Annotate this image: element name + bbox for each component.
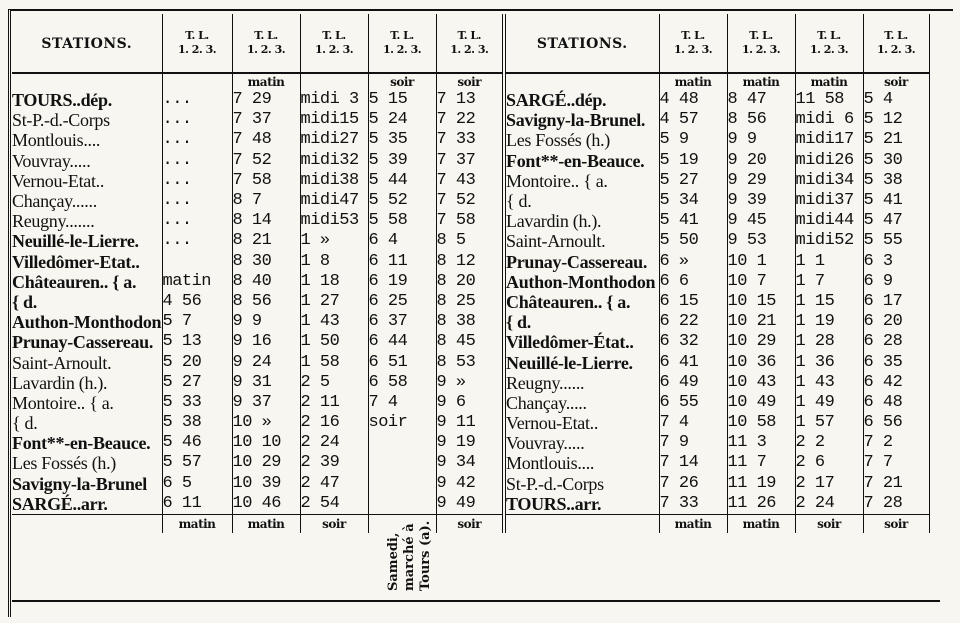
time-cell: ...	[162, 110, 232, 130]
time-cell: 1 43	[300, 312, 368, 332]
footer-label: matin	[659, 514, 727, 533]
time-cell: 5 34	[659, 191, 727, 211]
class-header: T. L. 1. 2. 3.	[795, 14, 863, 73]
time-cell: 8 45	[436, 332, 504, 352]
time-cell: 2 47	[300, 474, 368, 494]
time-cell: midi 3	[300, 90, 368, 110]
time-cell: midi27	[300, 130, 368, 150]
time-cell: 6 35	[863, 352, 929, 372]
time-cell: 6 48	[863, 393, 929, 413]
time-cell: 5 35	[368, 130, 436, 150]
time-cell: 11 7	[727, 453, 795, 473]
header-row	[12, 14, 929, 73]
time-cell: 9 49	[436, 494, 504, 515]
time-cell: 7 37	[232, 110, 300, 130]
footer-label: soir	[863, 514, 929, 533]
time-cell	[162, 252, 232, 272]
time-cell: 9 »	[436, 373, 504, 393]
station-name: Savigny-la-Brunel	[12, 474, 162, 494]
time-cell: 5 57	[162, 453, 232, 473]
time-cell: 7 33	[436, 130, 504, 150]
time-cell: 7 29	[232, 90, 300, 110]
time-cell: 8 40	[232, 272, 300, 292]
table-row	[12, 474, 929, 494]
time-cell: 5 55	[863, 231, 929, 251]
station-name: SARGÉ..dép.	[504, 90, 659, 110]
time-cell: 5 47	[863, 211, 929, 231]
time-cell: 7 52	[436, 191, 504, 211]
time-cell: 5 50	[659, 231, 727, 251]
time-cell: 6 51	[368, 352, 436, 372]
time-cell: 1 18	[300, 272, 368, 292]
time-cell: 2 2	[795, 433, 863, 453]
time-cell: 1 58	[300, 352, 368, 372]
time-cell: 6 4	[368, 231, 436, 251]
time-cell: 5 44	[368, 171, 436, 191]
time-cell: 10 43	[727, 373, 795, 393]
time-cell: midi47	[300, 191, 368, 211]
time-cell: 7 14	[659, 453, 727, 473]
time-cell: 1 27	[300, 292, 368, 312]
time-cell: 6 32	[659, 332, 727, 352]
time-cell: 5 41	[863, 191, 929, 211]
time-cell: 5 46	[162, 433, 232, 453]
station-name: Neuillé-le-Lierre.	[504, 352, 659, 372]
time-cell: 10 29	[727, 332, 795, 352]
time-cell: 8 20	[436, 272, 504, 292]
time-cell: 8 30	[232, 252, 300, 272]
time-cell: 6 49	[659, 373, 727, 393]
time-cell: 5 4	[863, 90, 929, 110]
table-row	[12, 494, 929, 515]
time-cell: 4 57	[659, 110, 727, 130]
time-cell: 2 24	[795, 494, 863, 515]
footer-label: soir	[300, 514, 368, 533]
time-cell: ...	[162, 231, 232, 251]
time-cell: 10 21	[727, 312, 795, 332]
table-row	[12, 393, 929, 413]
saturday-market-note: Samedi, marché à Tours (a).	[386, 520, 433, 591]
table-row	[12, 413, 929, 433]
time-cell: 2 54	[300, 494, 368, 515]
time-cell: 2 11	[300, 393, 368, 413]
period-label: matin	[795, 73, 863, 90]
time-cell: 5 33	[162, 393, 232, 413]
time-cell: midi15	[300, 110, 368, 130]
time-cell: 6 58	[368, 373, 436, 393]
station-name: Vouvray.....	[12, 151, 162, 171]
time-cell: 10 1	[727, 252, 795, 272]
time-cell: 10 »	[232, 413, 300, 433]
time-cell: 11 19	[727, 474, 795, 494]
time-cell: 9 16	[232, 332, 300, 352]
time-cell: 9 9	[232, 312, 300, 332]
time-cell: 1 8	[300, 252, 368, 272]
time-cell: 6 28	[863, 332, 929, 352]
time-cell: 5 58	[368, 211, 436, 231]
time-cell: ...	[162, 151, 232, 171]
station-name: Montoire.. { a.	[12, 393, 162, 413]
time-cell: 6 11	[162, 494, 232, 515]
time-cell: 9 11	[436, 413, 504, 433]
time-cell: soir	[368, 413, 436, 433]
station-name: Reugny......	[504, 373, 659, 393]
time-cell: 10 39	[232, 474, 300, 494]
time-cell: 5 38	[863, 171, 929, 191]
time-cell: 7 26	[659, 474, 727, 494]
station-name: Chançay.....	[504, 393, 659, 413]
footer-label: matin	[162, 514, 232, 533]
period-label: soir	[436, 73, 504, 90]
time-cell: midi17	[795, 130, 863, 150]
station-name: Vouvray.....	[504, 433, 659, 453]
time-cell: 5 13	[162, 332, 232, 352]
station-name: Font**-en-Beauce.	[504, 151, 659, 171]
time-cell: midi44	[795, 211, 863, 231]
time-cell: 5 7	[162, 312, 232, 332]
station-name: Montoire.. { a.	[504, 171, 659, 191]
time-cell: 6 19	[368, 272, 436, 292]
station-name: Châteauren.. { a.	[504, 292, 659, 312]
station-name: Authon-Monthodon	[12, 312, 162, 333]
table-row	[12, 433, 929, 453]
time-cell: 9 6	[436, 393, 504, 413]
station-name: Les Fossés (h.)	[12, 453, 162, 473]
station-name: TOURS..dép.	[12, 90, 162, 110]
time-cell: 7 48	[232, 130, 300, 150]
period-label: matin	[727, 73, 795, 90]
time-cell: ...	[162, 191, 232, 211]
time-cell: ...	[162, 171, 232, 191]
station-name: TOURS..arr.	[504, 494, 659, 515]
time-cell: 2 39	[300, 453, 368, 473]
time-cell: 7 4	[659, 413, 727, 433]
class-header: T. L. 1. 2. 3.	[300, 14, 368, 73]
time-cell: 8 56	[727, 110, 795, 130]
period-label: matin	[659, 73, 727, 90]
time-cell: 10 36	[727, 352, 795, 372]
table-row	[12, 110, 929, 130]
time-cell: 6 »	[659, 252, 727, 272]
station-name: Les Fossés (h.)	[504, 130, 659, 150]
table-row	[12, 373, 929, 393]
time-cell: 9 24	[232, 352, 300, 372]
time-cell: 5 24	[368, 110, 436, 130]
time-cell: 6 5	[162, 474, 232, 494]
station-name: Savigny-la-Brunel.	[504, 110, 659, 130]
time-cell: 6 3	[863, 252, 929, 272]
station-name: Saint-Arnoult.	[504, 231, 659, 251]
table-row	[12, 130, 929, 150]
time-cell: 4 56	[162, 292, 232, 312]
time-cell: 10 49	[727, 393, 795, 413]
time-cell: 9 39	[727, 191, 795, 211]
footer-label: matin	[727, 514, 795, 533]
table-row	[12, 191, 929, 211]
time-cell: 11 26	[727, 494, 795, 515]
station-name: { d.	[12, 413, 162, 433]
class-header: T. L. 1. 2. 3.	[659, 14, 727, 73]
time-cell: 1 »	[300, 231, 368, 251]
station-name: St-P.-d.-Corps	[504, 474, 659, 494]
time-cell: 1 43	[795, 373, 863, 393]
time-cell: 2 17	[795, 474, 863, 494]
time-cell: 7 33	[659, 494, 727, 515]
time-cell: 8 14	[232, 211, 300, 231]
time-cell: 9 34	[436, 453, 504, 473]
time-cell: 11 58	[795, 90, 863, 110]
time-cell: 5 27	[659, 171, 727, 191]
time-cell: 5 52	[368, 191, 436, 211]
time-cell: 5 38	[162, 413, 232, 433]
time-cell: 7 28	[863, 494, 929, 515]
station-name: Vernou-Etat..	[12, 171, 162, 191]
time-cell: 8 7	[232, 191, 300, 211]
time-cell: 6 9	[863, 272, 929, 292]
time-cell: 8 38	[436, 312, 504, 332]
time-cell: 1 50	[300, 332, 368, 352]
time-cell: 7 7	[863, 453, 929, 473]
table-row	[12, 292, 929, 312]
bottom-rule	[12, 600, 940, 602]
time-cell: midi26	[795, 151, 863, 171]
station-name: Villedômer-Etat..	[12, 252, 162, 272]
time-cell: 10 15	[727, 292, 795, 312]
station-name: Châteauren.. { a.	[12, 272, 162, 292]
timetable	[12, 14, 930, 533]
time-cell: 1 57	[795, 413, 863, 433]
time-cell: 1 1	[795, 252, 863, 272]
class-header: T. L. 1. 2. 3.	[436, 14, 504, 73]
period-row	[12, 73, 929, 90]
time-cell: midi38	[300, 171, 368, 191]
station-name: { d.	[504, 191, 659, 211]
time-cell: 10 10	[232, 433, 300, 453]
time-cell: 6 20	[863, 312, 929, 332]
time-cell: 6 17	[863, 292, 929, 312]
table-row	[12, 352, 929, 372]
time-cell: 6 56	[863, 413, 929, 433]
time-cell: 8 25	[436, 292, 504, 312]
station-name: Lavardin (h.).	[504, 211, 659, 231]
time-cell: midi52	[795, 231, 863, 251]
stations-header-left: STATIONS.	[41, 35, 133, 52]
time-cell: ...	[162, 90, 232, 110]
time-cell: 7 58	[436, 211, 504, 231]
station-name: Prunay-Cassereau.	[12, 332, 162, 352]
station-name: Montlouis....	[12, 130, 162, 150]
table-row	[12, 312, 929, 332]
time-cell: 10 58	[727, 413, 795, 433]
stations-header-right: STATIONS.	[536, 35, 628, 52]
time-cell: 6 37	[368, 312, 436, 332]
time-cell	[368, 474, 436, 494]
table-row	[12, 171, 929, 191]
time-cell: 5 19	[659, 151, 727, 171]
period-label: soir	[368, 73, 436, 90]
time-cell: 5 39	[368, 151, 436, 171]
table-row	[12, 252, 929, 272]
time-cell: 8 56	[232, 292, 300, 312]
footer-row	[12, 514, 929, 533]
time-cell: 9 37	[232, 393, 300, 413]
time-cell: 2 16	[300, 413, 368, 433]
time-cell: 6 25	[368, 292, 436, 312]
time-cell: 5 15	[368, 90, 436, 110]
time-cell: 2 6	[795, 453, 863, 473]
time-cell: 1 19	[795, 312, 863, 332]
time-cell: 7 9	[659, 433, 727, 453]
station-name: { d.	[12, 292, 162, 312]
time-cell: 6 22	[659, 312, 727, 332]
time-cell: 5 30	[863, 151, 929, 171]
footer-label: soir	[436, 514, 504, 533]
time-cell: 9 31	[232, 373, 300, 393]
table-row	[12, 332, 929, 352]
time-cell: 8 12	[436, 252, 504, 272]
time-cell: 5 12	[863, 110, 929, 130]
time-cell: 8 53	[436, 352, 504, 372]
time-cell: 9 29	[727, 171, 795, 191]
station-name: Reugny.......	[12, 211, 162, 231]
time-cell: midi 6	[795, 110, 863, 130]
station-name: Vernou-Etat..	[504, 413, 659, 433]
time-cell: 7 2	[863, 433, 929, 453]
time-cell: 6 42	[863, 373, 929, 393]
time-cell: 1 36	[795, 352, 863, 372]
period-label: soir	[863, 73, 929, 90]
station-name: Neuillé-le-Lierre.	[12, 231, 162, 251]
station-name: Montlouis....	[504, 453, 659, 473]
time-cell: 7 22	[436, 110, 504, 130]
class-header: T. L. 1. 2. 3.	[863, 14, 929, 73]
time-cell: 7 43	[436, 171, 504, 191]
station-name: { d.	[504, 312, 659, 332]
time-cell: 7 37	[436, 151, 504, 171]
time-cell: 1 7	[795, 272, 863, 292]
station-name: Saint-Arnoult.	[12, 352, 162, 372]
time-cell: 5 21	[863, 130, 929, 150]
time-cell: ...	[162, 130, 232, 150]
time-cell	[368, 453, 436, 473]
station-name: Authon-Monthodon	[504, 272, 659, 292]
time-cell: 1 28	[795, 332, 863, 352]
class-header: T. L. 1. 2. 3.	[368, 14, 436, 73]
class-header: T. L. 1. 2. 3.	[727, 14, 795, 73]
time-cell: 10 29	[232, 453, 300, 473]
time-cell: 6 15	[659, 292, 727, 312]
time-cell: 6 11	[368, 252, 436, 272]
time-cell: 5 9	[659, 130, 727, 150]
station-name: Villedômer-État..	[504, 332, 659, 352]
time-cell: 2 24	[300, 433, 368, 453]
time-cell: 5 20	[162, 352, 232, 372]
station-name: Font**-en-Beauce.	[12, 433, 162, 453]
time-cell: 8 21	[232, 231, 300, 251]
time-cell: midi37	[795, 191, 863, 211]
time-cell: ...	[162, 211, 232, 231]
time-cell	[368, 433, 436, 453]
time-cell: matin	[162, 272, 232, 292]
time-cell: 1 15	[795, 292, 863, 312]
table-row	[12, 151, 929, 171]
time-cell: midi32	[300, 151, 368, 171]
time-cell: 6 41	[659, 352, 727, 372]
time-cell: 6 55	[659, 393, 727, 413]
time-cell: 9 42	[436, 474, 504, 494]
time-cell: 7 52	[232, 151, 300, 171]
time-cell: 8 47	[727, 90, 795, 110]
class-header: T. L. 1. 2. 3.	[162, 14, 232, 73]
table-row	[12, 211, 929, 231]
time-cell: 7 21	[863, 474, 929, 494]
time-cell: 5 27	[162, 373, 232, 393]
time-cell: 9 45	[727, 211, 795, 231]
time-cell: 6 44	[368, 332, 436, 352]
station-name: SARGÉ..arr.	[12, 494, 162, 515]
time-cell: 7 4	[368, 393, 436, 413]
time-cell: 10 7	[727, 272, 795, 292]
table-row	[12, 453, 929, 473]
time-cell: midi53	[300, 211, 368, 231]
time-cell: 8 5	[436, 231, 504, 251]
table-row	[12, 272, 929, 292]
table-row	[12, 231, 929, 251]
time-cell: 7 58	[232, 171, 300, 191]
period-label: matin	[232, 73, 300, 90]
class-header: T. L. 1. 2. 3.	[232, 14, 300, 73]
station-name: St-P.-d.-Corps	[12, 110, 162, 130]
time-cell: 9 19	[436, 433, 504, 453]
time-cell: 6 6	[659, 272, 727, 292]
time-cell: 7 13	[436, 90, 504, 110]
time-cell: 1 49	[795, 393, 863, 413]
time-cell: 4 48	[659, 90, 727, 110]
footer-label: matin	[232, 514, 300, 533]
time-cell: 9 9	[727, 130, 795, 150]
footer-label: soir	[795, 514, 863, 533]
time-cell: 10 46	[232, 494, 300, 515]
time-cell: 11 3	[727, 433, 795, 453]
time-cell: 9 20	[727, 151, 795, 171]
time-cell: 2 5	[300, 373, 368, 393]
time-cell: 9 53	[727, 231, 795, 251]
time-cell: midi34	[795, 171, 863, 191]
station-name: Prunay-Cassereau.	[504, 252, 659, 272]
time-cell: 5 41	[659, 211, 727, 231]
table-row	[12, 90, 929, 110]
station-name: Lavardin (h.).	[12, 373, 162, 393]
station-name: Chançay......	[12, 191, 162, 211]
